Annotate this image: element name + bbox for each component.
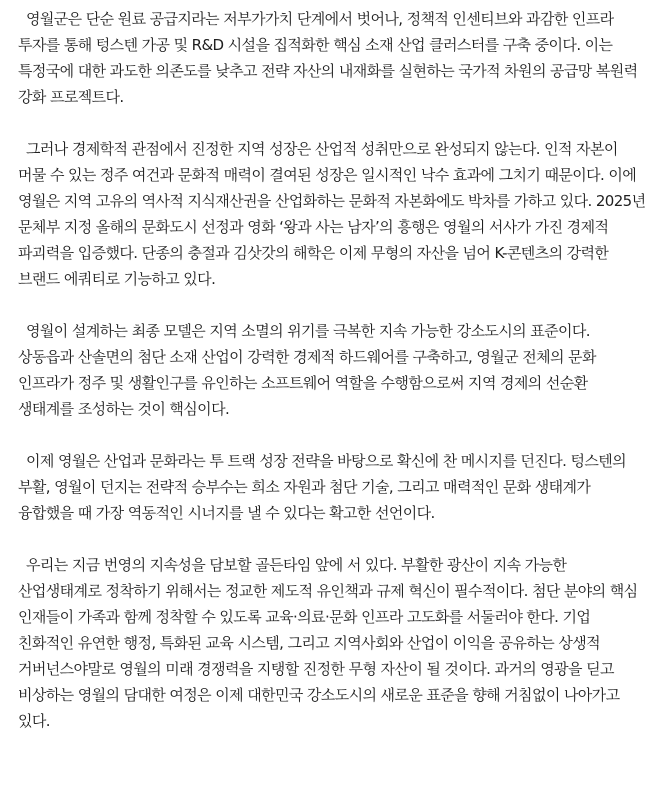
- paragraph-4: 이제 영월은 산업과 문화라는 투 트랙 성장 전략을 바탕으로 확신에 찬 메시지를 던진다. 텅스텐의 부활, 영월이 던지는 전략적 승부수는 희소 자원과 첨단 기술, 그리고 매력적인 문화 생태계가 융합했을 때 가장 역동적인 시너지를 낼 수 있다는 확고한 선언이다.: [18, 452, 627, 522]
- paragraph-5: 우리는 지금 번영의 지속성을 담보할 골든타임 앞에 서 있다. 부활한 광산이 지속 가능한 산업생태계로 정착하기 위해서는 정교한 제도적 유인책과 규제 혁신이 필수적이다. 첨단 분야의 핵심 인재들이 가족과 함께 정착할 수 있도록 교육·의료·문화 인프라 고도화를 서둘러야 한다. 기업 친화적인 유연한 행정, 특화된 교육 시스템, 그리고 지역사회와 산업이 이익을 공유하는 상생적 거버넌스야말로 영월의 미래 경쟁력을 지탱할 진정한 무형 자산이 될 것이다. 과거의 영광을 딛고 비상하는 영월의 담대한 여정은 이제 대한민국 강소도시의 새로운 표준을 향해 거침없이 나아가고 있다.: [18, 556, 638, 730]
- paragraph-3: 영월이 설계하는 최종 모델은 지역 소멸의 위기를 극복한 지속 가능한 강소도시의 표준이다. 상동읍과 산솔면의 첨단 소재 산업이 강력한 경제적 하드웨어를 구축하고, 영월군 전체의 문화 인프라가 정주 및 생활인구를 유인하는 소프트웨어 역할을 수행함으로써 지역 경제의 선순환 생태계를 조성하는 것이 핵심이다.: [18, 322, 596, 418]
- paragraph-2: 그러나 경제학적 관점에서 진정한 지역 성장은 산업적 성취만으로 완성되지 않는다. 인적 자본이 머물 수 있는 정주 여건과 문화적 매력이 결여된 성장은 일시적인 낙수 효과에 그치기 때문이다. 이에 영월은 지역 고유의 역사적 지식재산권을 산업화하는 문화적 자본화에도 박차를 가하고 있다. 2025년 문체부 지정 올해의 문화도시 선정과 영화 ‘왕과 사는 남자’의 흥행은 영월의 서사가 가진 경제적 파괴력을 입증했다. 단종의 충절과 김삿갓의 해학은 이제 무형의 자산을 넘어 K-콘텐츠의 강력한 브랜드 에쿼티로 기능하고 있다.: [18, 140, 646, 288]
- paragraph-1: 영월군은 단순 원료 공급지라는 저부가가치 단계에서 벗어나, 정책적 인센티브와 과감한 인프라 투자를 통해 텅스텐 가공 및 R&D 시설을 집적화한 핵심 소재 산업 클러스터를 구축 중이다. 이는 특정국에 대한 과도한 의존도를 낮추고 전략 자산의 내재화를 실현하는 국가적 차원의 공급망 복원력 강화 프로젝트다.: [18, 10, 638, 106]
